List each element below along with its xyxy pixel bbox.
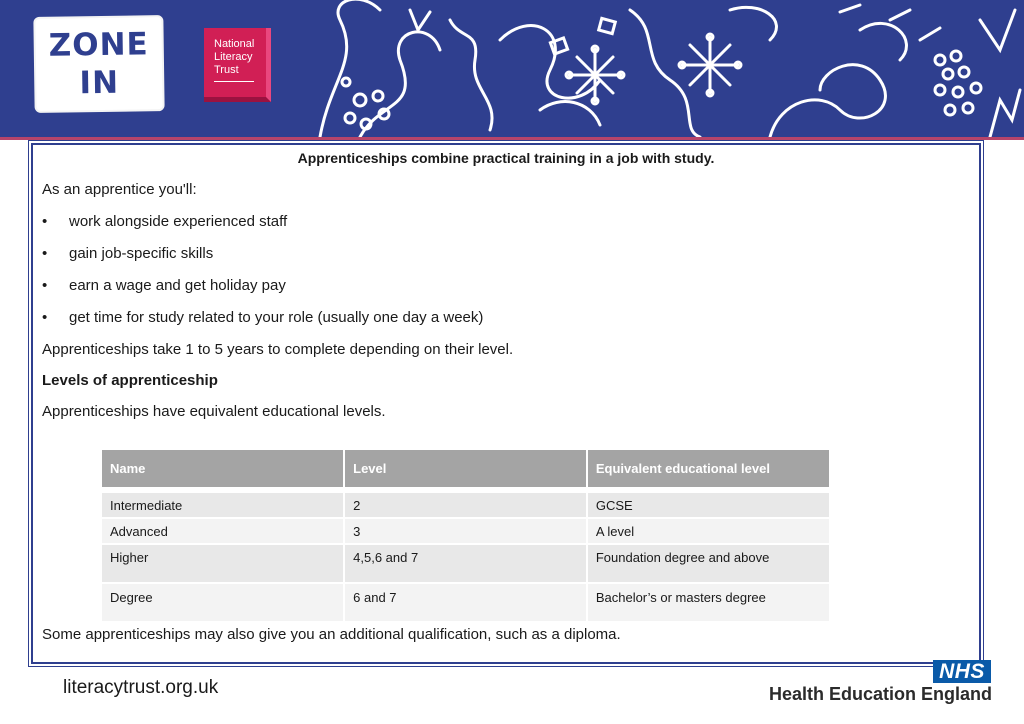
- doodle-pattern-decoration: [300, 0, 1024, 137]
- partner-logo-rule: [214, 81, 254, 82]
- column-header-level: Level: [345, 450, 586, 487]
- apprenticeship-levels-table: [100, 448, 831, 623]
- nhs-logo: NHS: [933, 660, 991, 683]
- table-cell: Intermediate: [102, 493, 343, 517]
- intro-text: As an apprentice you'll:: [42, 181, 197, 198]
- table-cell: A level: [588, 519, 829, 543]
- table-cell: Advanced: [102, 519, 343, 543]
- partner-logo-line-2: Literacy: [214, 51, 253, 63]
- zone-in-logo: [35, 17, 162, 111]
- table-row: [102, 493, 829, 517]
- table-spacer: [102, 489, 829, 491]
- duration-text: Apprenticeships take 1 to 5 years to complete depending on their level.: [42, 341, 514, 358]
- table-cell: Degree: [102, 584, 343, 621]
- header-accent-line: [0, 137, 1024, 140]
- content-panel: [31, 143, 981, 664]
- list-item-text: get time for study related to your role (usually one day a week): [69, 309, 484, 326]
- header-banner: [0, 0, 1024, 137]
- partner-logo-line-3: Trust: [214, 64, 239, 76]
- table-row: [102, 584, 829, 621]
- table-cell: Higher: [102, 545, 343, 582]
- table-header-row: [102, 450, 829, 487]
- list-item-text: work alongside experienced staff: [69, 213, 288, 230]
- table-cell: 4,5,6 and 7: [345, 545, 586, 582]
- table-cell: 3: [345, 519, 586, 543]
- closing-text: Some apprenticeships may also give you an additional qualification, such as a diploma.: [42, 626, 621, 643]
- health-education-england-logo-text: Health Education England: [768, 684, 992, 704]
- list-item-text: earn a wage and get holiday pay: [69, 277, 286, 294]
- table-cell: GCSE: [588, 493, 829, 517]
- column-header-name: Name: [102, 450, 343, 487]
- levels-intro-text: Apprenticeships have equivalent educational levels.: [42, 403, 386, 420]
- column-header-equivalent: Equivalent educational level: [588, 450, 829, 487]
- bullet-icon: •: [42, 277, 48, 294]
- page-headline: Apprenticeships combine practical training in a job with study.: [297, 150, 715, 166]
- bullet-icon: •: [42, 245, 48, 262]
- partner-logo-line-1: National: [214, 38, 255, 50]
- national-literacy-trust-logo: [204, 28, 271, 102]
- levels-heading: Levels of apprenticeship: [42, 372, 218, 389]
- table-cell: 2: [345, 493, 586, 517]
- bullet-icon: •: [42, 213, 48, 230]
- zone-logo-line-2: IN: [79, 64, 120, 102]
- footer-website-link[interactable]: literacytrust.org.uk: [63, 677, 219, 698]
- table-row: [102, 519, 829, 543]
- table-cell: Bachelor’s or masters degree: [588, 584, 829, 621]
- table-cell: Foundation degree and above: [588, 545, 829, 582]
- list-item-text: gain job-specific skills: [69, 245, 214, 262]
- table-cell: 6 and 7: [345, 584, 586, 621]
- table-row: [102, 545, 829, 582]
- zone-logo-line-1: ZONE: [48, 26, 149, 64]
- bullet-icon: •: [42, 309, 48, 326]
